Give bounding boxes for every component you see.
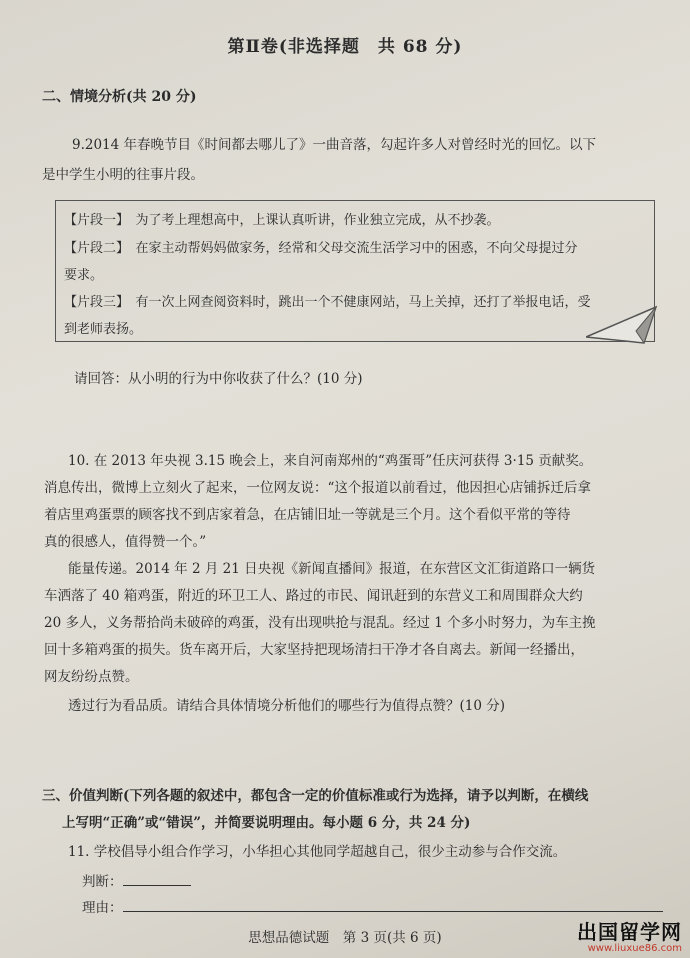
reason-blank[interactable] [123, 911, 663, 912]
q10-line-7: 20 多人，义务帮拾尚未破碎的鸡蛋，没有出现哄抢与混乱。经过 1 个多小时努力，为车主挽 [44, 615, 596, 631]
reason-label: 理由： [82, 900, 123, 916]
judgment-blank[interactable] [123, 885, 191, 886]
page-title: 第Ⅱ卷(非选择题 共 68 分) [227, 37, 463, 57]
section-heading-2: 二、情境分析(共 20 分) [42, 89, 197, 105]
q10-line-3: 着店里鸡蛋票的顾客找不到店家着急，在店铺旧址一等就是三个月。这个看似平常的等待 [44, 507, 571, 523]
fragment-3-line-1: 【片段三】 有一次上网查阅资料时，跳出一个不健康网站，马上关掉，还打了举报电话，受 [64, 295, 591, 310]
q10-line-8: 回十多箱鸡蛋的损失。货车离开后，大家坚持把现场清扫干净才各自离去。新闻一经播出， [44, 642, 584, 658]
fragment-2-line-2: 要求。 [64, 268, 104, 283]
q10-question: 透过行为看品质。请结合具体情境分析他们的哪些行为值得点赞？(10 分) [68, 698, 506, 714]
site-watermark [577, 916, 682, 954]
q10-line-5: 能量传递。2014 年 2 月 21 日央视《新闻直播间》报道，在东营区文汇街道路口一辆货 [68, 561, 596, 577]
q10-line-9: 网友纷纷点赞。 [44, 669, 139, 685]
watermark-name: 出国留学网 [577, 920, 682, 944]
q10-line-4: 真的很感人，值得赞一个。” [44, 534, 207, 550]
fragment-1: 【片段一】 为了考上理想高中，上课认真听讲，作业独立完成，从不抄袭。 [64, 213, 500, 228]
fragment-3-line-2: 到老师表扬。 [64, 322, 143, 337]
q10-line-6: 车洒落了 40 箱鸡蛋，附近的环卫工人、路过的市民、闻讯赶到的东营义工和周围群众大约 [44, 588, 583, 604]
q9-line-2: 是中学生小明的往事片段。 [42, 167, 204, 183]
section-heading-3-line-1: 三、价值判断(下列各题的叙述中，都包含一定的价值标准或行为选择，请予以判断，在横线 [42, 788, 589, 804]
fragment-2-line-1: 【片段二】 在家主动帮妈妈做家务，经常和父母交流生活学习中的困惑，不向父母提过分 [64, 241, 578, 256]
watermark-url: www.liuxue86.com [587, 943, 682, 954]
page-footer: 思想品德试题 第 3 页(共 6 页) [248, 930, 442, 946]
q9-question: 请回答：从小明的行为中你收获了什么？(10 分) [74, 371, 363, 387]
q10-line-2: 消息传出，微博上立刻火了起来，一位网友说：“这个报道以前看过，他因担心店铺拆迁后拿 [44, 480, 591, 496]
q9-line-1: 9.2014 年春晚节目《时间都去哪儿了》一曲音落，勾起许多人对曾经时光的回忆。以下 [72, 137, 597, 153]
section-heading-3-line-2: 上写明“正确”或“错误”，并简要说明理由。每小题 6 分，共 24 分) [62, 815, 471, 831]
page-curl-decoration [586, 305, 658, 345]
q10-line-1: 10. 在 2013 年央视 3.15 晚会上，来自河南郑州的“鸡蛋哥”任庆河获得 3·15 贡献奖。 [68, 453, 593, 469]
judgment-label: 判断： [82, 874, 123, 890]
q11-text: 11. 学校倡导小组合作学习，小华担心其他同学超越自己，很少主动参与合作交流。 [68, 844, 567, 860]
